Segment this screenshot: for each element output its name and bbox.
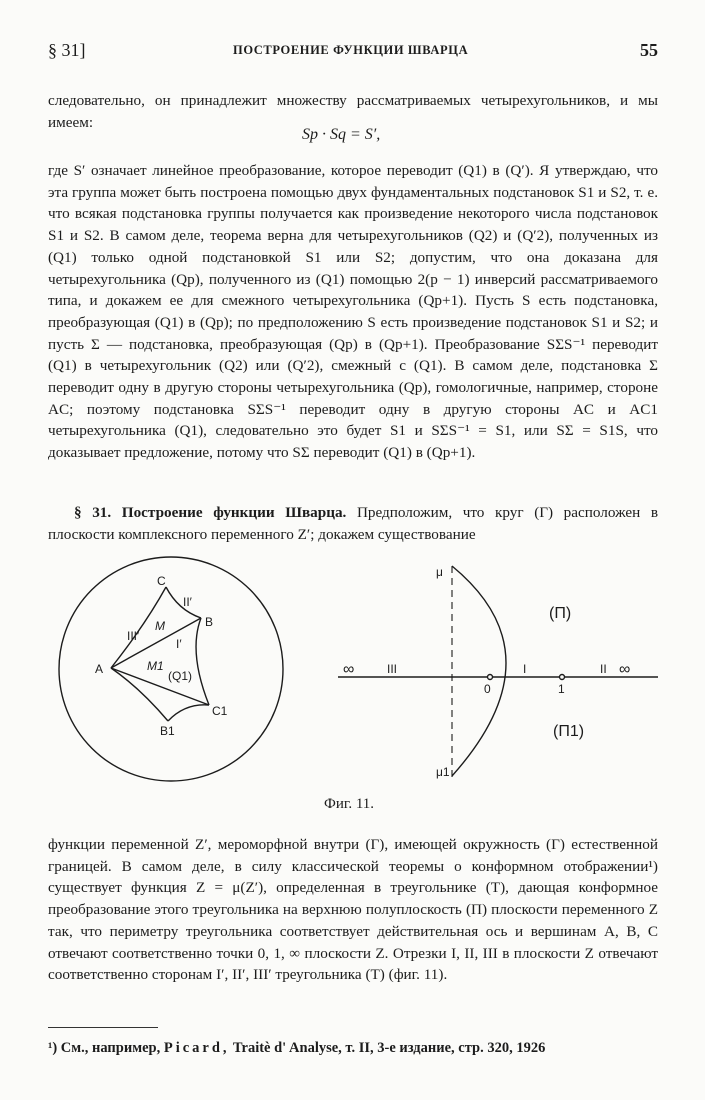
running-title: ПОСТРОЕНИЕ ФУНКЦИИ ШВАРЦА [233, 43, 469, 57]
section-31-heading: § 31. Построение функции Шварца. [74, 504, 347, 521]
label-one: 1 [558, 682, 565, 696]
label-infinity-left: ∞ [343, 661, 355, 678]
figure-caption: Фиг. 11. [324, 796, 375, 812]
chord-AC1 [111, 668, 209, 705]
footnote-rest: Traitè d' Analyse, т. II, 3-е издание, стр. 320, 1926 [232, 1040, 546, 1056]
semicircle [452, 566, 506, 776]
label-I: I [523, 662, 527, 676]
footnote-prefix: ¹) См., например, [48, 1040, 161, 1056]
page-number: 55 [640, 40, 658, 60]
equation: Sp · Sq = S′, [302, 126, 381, 143]
label-III-prime: III′ [127, 629, 140, 643]
point-1 [560, 675, 565, 680]
label-II-prime: II′ [183, 595, 192, 609]
label-III: III [387, 662, 398, 676]
footnote-rule [48, 1027, 158, 1028]
footnote-author: Picard, [163, 1040, 230, 1056]
label-Pi1: (Π1) [553, 723, 585, 740]
arc-B1A [111, 668, 168, 721]
label-infinity-right: ∞ [619, 661, 631, 678]
section-31-text: Предположим, что круг (Γ) расположен в плоскости комплексного переменного Z′; докажем существование [48, 504, 659, 543]
paragraph-1: следовательно, он принадлежит множеству рассматриваемых четырехугольников, и мы имеем: [48, 92, 658, 131]
label-B: B [205, 615, 214, 629]
label-C: C [157, 574, 166, 588]
right-diagram [338, 566, 658, 780]
right-labels [343, 565, 630, 779]
label-zero: 0 [484, 682, 491, 696]
section-31-paragraph [48, 502, 658, 545]
point-0 [488, 675, 493, 680]
footnote [48, 1040, 668, 1057]
section-ref: § 31] [48, 40, 86, 60]
label-mu: μ [436, 565, 443, 579]
label-A: A [95, 662, 104, 676]
page-header [48, 40, 658, 66]
label-Q1: (Q1) [168, 669, 192, 683]
label-C1: C1 [212, 704, 228, 718]
paragraph-3: функции переменной Z′, мероморфной внутри (Γ), имеющей окружность (Γ) естественной границей. В самом деле, в силу классической теоремы о конформном отображении¹) существует функция Z = μ(Z′), определенная в треугольнике (T), дающая конформное преобразование этого треугольника на верхнюю полуплоскость (Π) плоскости переменного Z так, что периметру треугольника соответствует действительная ось и вершинам A, B, C отвечают соответственно точки 0, 1, ∞ плоскости Z. Отрезки I, II, III в плоскости Z отвечают соответственно сторонам I′, II′, III′ треугольника (T) (фиг. 11). [48, 836, 658, 984]
label-B1: B1 [160, 724, 175, 738]
label-M: M [155, 619, 165, 633]
label-Pi: (Π) [549, 605, 572, 622]
label-M1: M1 [147, 659, 164, 673]
label-II: II [600, 662, 607, 676]
label-I-prime: I′ [176, 637, 182, 651]
arc-BC1 [196, 618, 209, 705]
label-mu1: μ1 [436, 765, 450, 779]
arc-C1B1 [168, 705, 209, 721]
figure-11 [0, 540, 705, 790]
paragraph-2: где S′ означает линейное преобразование, которое переводит (Q1) в (Q′). Я утверждаю, что эта группа может быть построена помощью двух фундаментальных подстановок S1 и S2, т. е. что всякая подстановка группы получается как произведение некоторого числа подстановок S1 и S2. В самом деле, теорема верна для четырехугольников (Q2) и (Q′2), полученных из (Q1) только одной подстановкой S1 или S2; допустим, что она доказана для четырехугольника (Qp), полученного из (Q1) помощью 2(p − 1) инверсий рассматриваемого типа, и докажем ее для смежного четырехугольника (Qp+1). Пусть S есть подстановка, преобразующая (Q1) в (Qp); по предположению S есть произведение подстановок S1 и S2; и пусть Σ — подстановка, преобразующая (Qp) в (Qp+1). Преобразование SΣS⁻¹ переводит (Q1) в четырехугольник (Q2) или (Q′2), смежный с (Q1). В самом деле, подстановка Σ переводит одну в другую стороны четырехугольника (Qp), гомологичные, например, стороне AC; поэтому подстановка SΣS⁻¹ переводит одну в другую стороны AC и AC1 четырехугольника (Q1), следовательно это будет S1 и SΣS⁻¹ = S1, или SΣ = S1S, что доказывает предложение, потому что SΣ переводит (Q1) в (Qp+1). [48, 162, 658, 462]
